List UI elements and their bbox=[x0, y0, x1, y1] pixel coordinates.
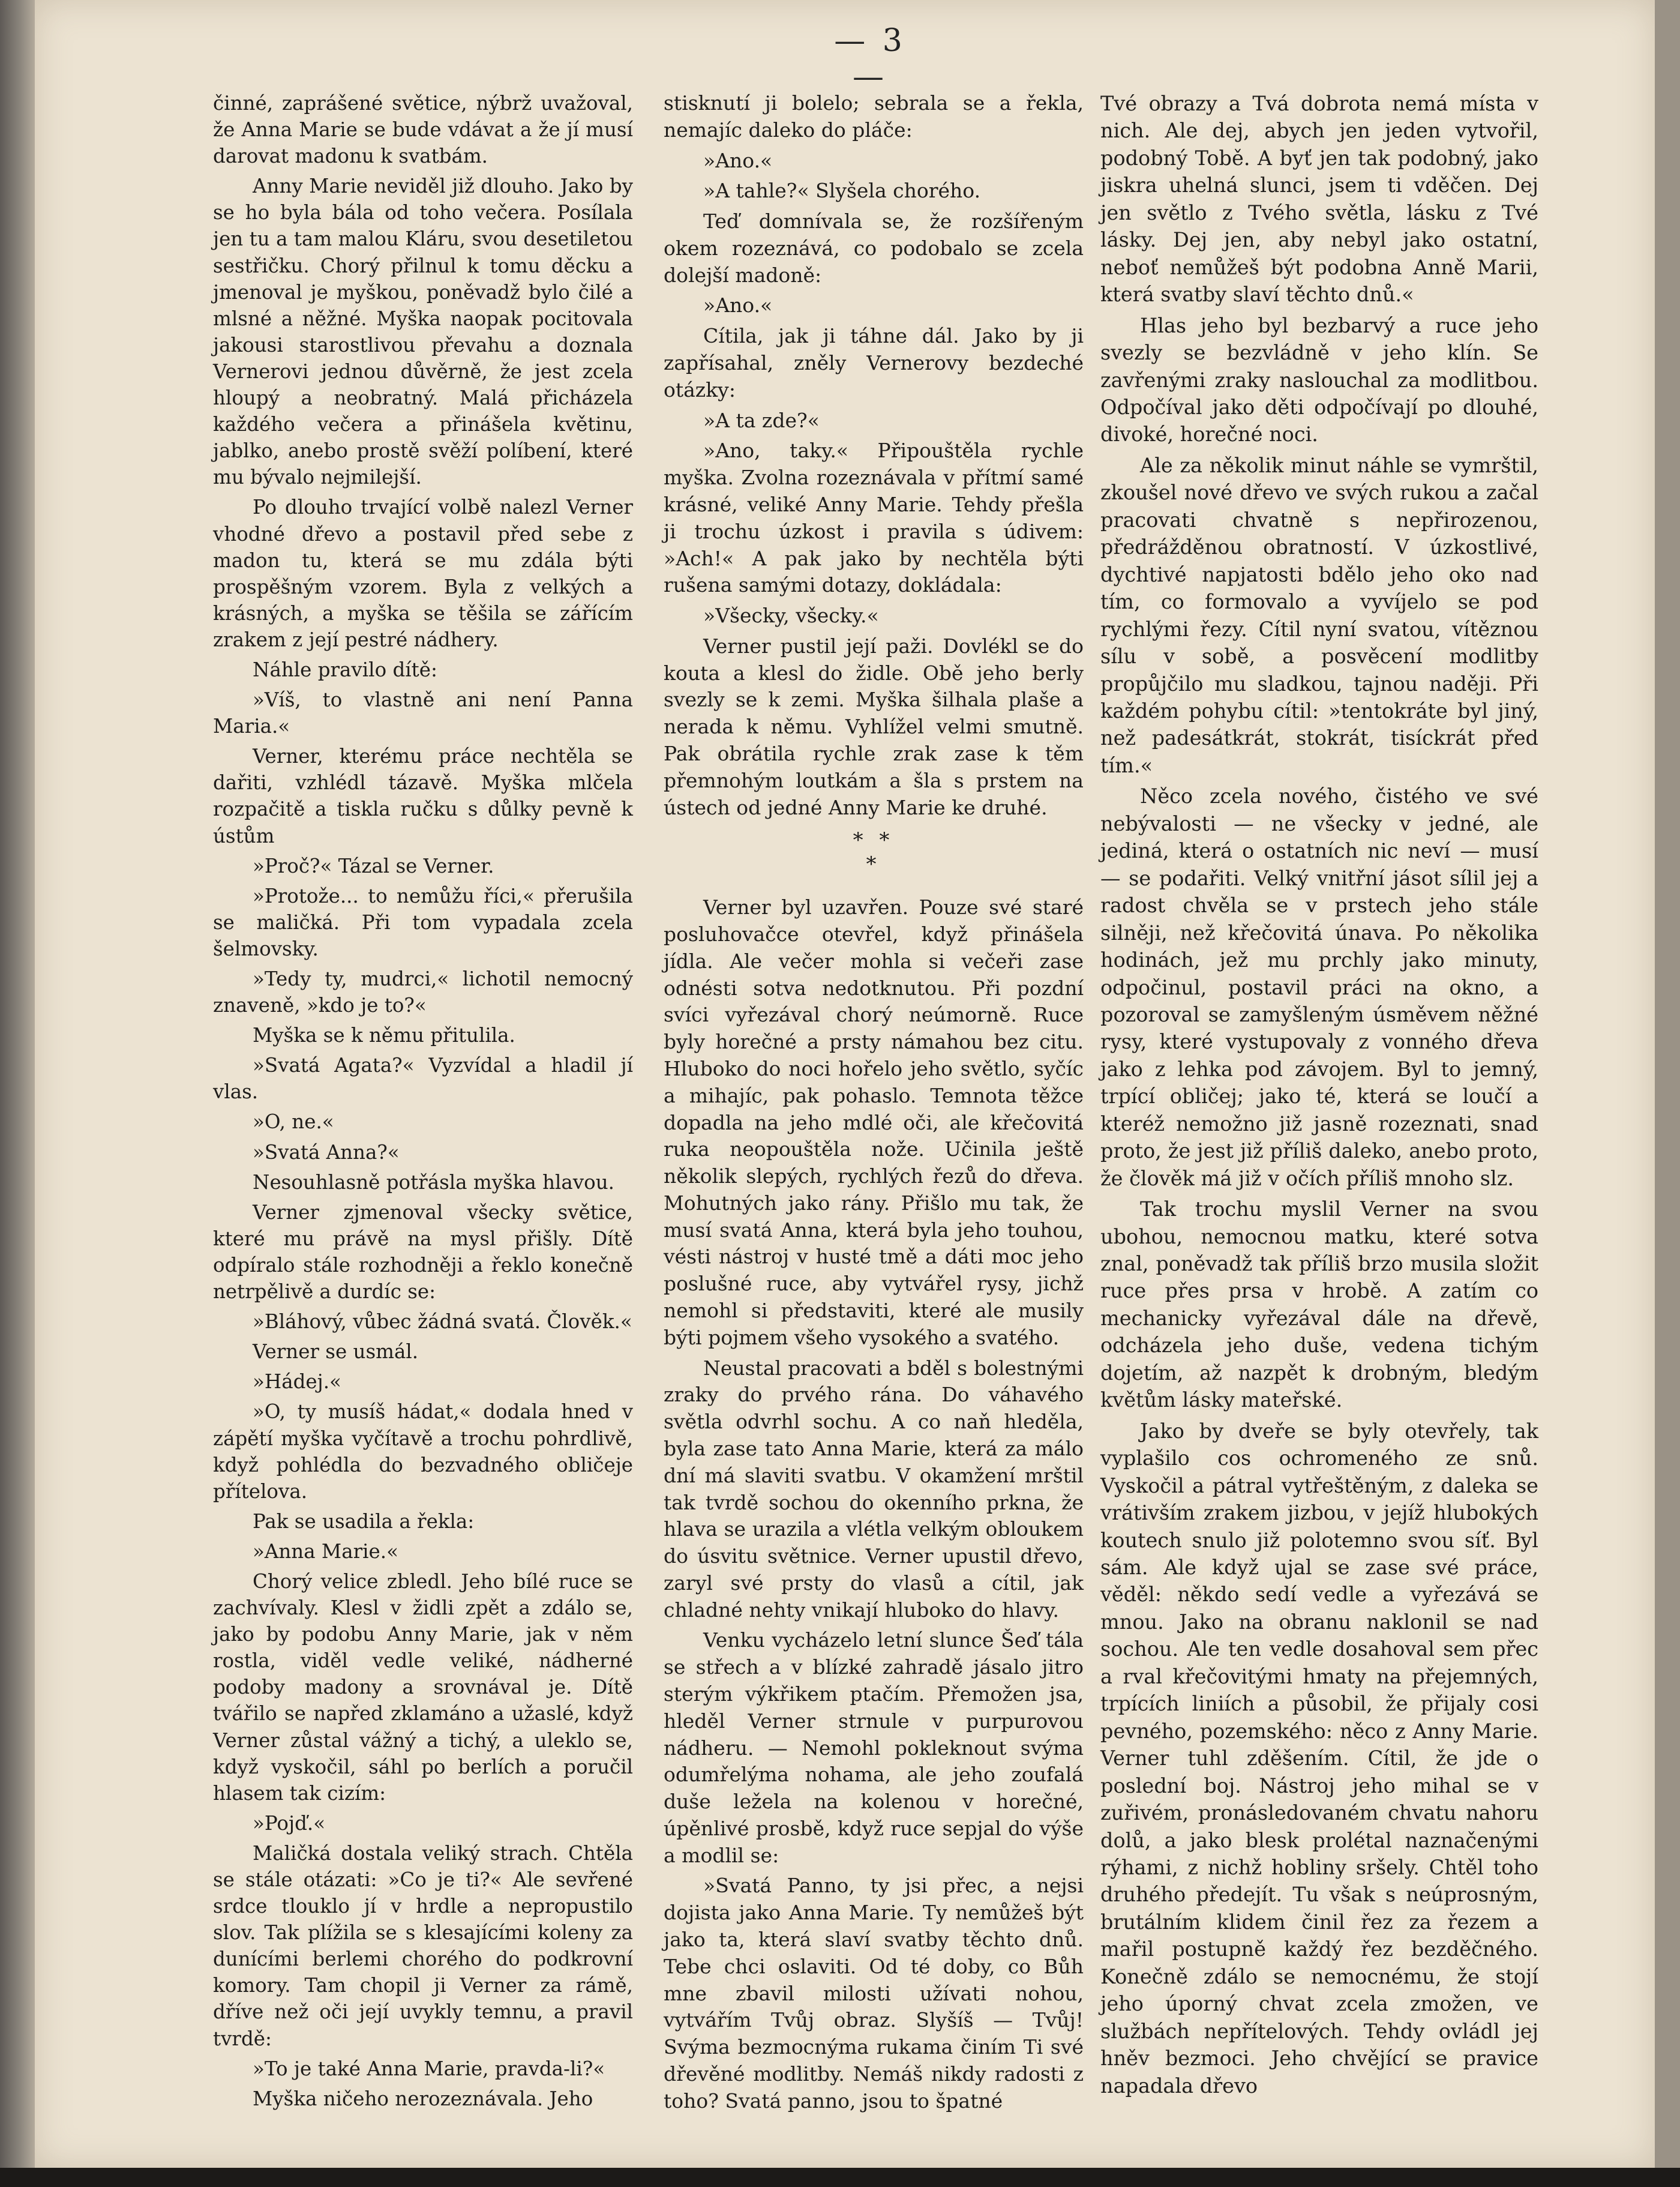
paragraph: »To je také Anna Marie, pravda-li?« bbox=[253, 2057, 605, 2080]
paragraph: Teď domnívala se, že rozšířeným okem rozeznává, co podobalo se zcela dolejší madoně: bbox=[664, 209, 1084, 287]
scan-bottom-edge bbox=[0, 2168, 1680, 2187]
paragraph: »A tahle?« Slyšela chorého. bbox=[703, 179, 981, 203]
paragraph: Tak trochu myslil Verner na svou ubohou, nemocnou matku, které sotva znal, poněvadž tak příliš brzo musila složit ruce přes prsa v hrobě. A zatím co mechanicky vyřezával dále na dřevě, odcházela jeho duše, vedena tichým dojetím, až nazpět k drobným, bledým květům lásky mateřské. bbox=[1100, 1197, 1538, 1412]
paragraph: »Ano.« bbox=[703, 293, 773, 317]
paragraph: Verner se usmál. bbox=[253, 1340, 419, 1364]
paragraph: »O, ty musíš hádat,« dodala hned v zápětí myška vyčítavě a trochu pohrdlivě, když pohlédla do bezvadného obličeje přítelova. bbox=[213, 1400, 633, 1503]
paragraph: Jako by dveře se byly otevřely, tak vyplašilo cos ochromeného ze snů. Vyskočil a pátral vytřeštěným, z daleka se vrátivším zrakem jizbou, v jejíž hlubokých koutech snulo již polotemno svou síť. Byl sám. Ale když ujal se zase své práce, věděl: někdo sedí vedle a vyřezává se mnou. Jako na obranu naklonil se nad sochou. Ale ten vedle dosahoval sem přec a rval křečovitými hmaty na přejemných, trpících liniích a působil, že přijaly cosi pevného, pozemského: něco z Anny Marie. Verner tuhl zděšením. Cítil, že jde o poslední boj. Nástroj jeho mihal se v zuřivém, pronásledovaném chvatu nahoru dolů, a jako blesk prolétal naznačenými rýhami, z nichž hobliny sršely. Chtěl toho druhého předejít. Tu však s neúprosným, brutálním klidem činil řez za řezem a mařil postupně každý řez bezděčného. Konečně zdálo se nemocnému, že stojí jeho úporný chvat zcela zmožen, ve službách nepřítelových. Tehdy ovládl jej hněv bezmoci. Jeho chvějící se pravice napadala dřevo bbox=[1100, 1419, 1538, 2098]
paragraph: »Anna Marie.« bbox=[253, 1539, 398, 1563]
paragraph: Verner pustil její paži. Dovlékl se do kouta a klesl do židle. Obě jeho berly svezly se k zemi. Myška šilhala plaše a nerada k němu. Vyhlížel velmi smutně. Pak obrátila rychle zrak zase k těm přemnohým loutkám a šla s prstem na ústech od jedné Anny Marie ke druhé. bbox=[664, 634, 1084, 819]
paragraph: Anny Marie neviděl již dlouho. Jako by se ho byla bála od toho večera. Posílala jen tu a tam malou Kláru, svou desetiletou sestřičku. Chorý přilnul k tomu děcku a jmenoval je myškou, poněvadž bylo čilé a mlsné a něžné. Myška naopak pocitovala jakousi starostlivou převahu a doznala Vernerovi jednou důvěrně, že jest zcela hloupý a neobratný. Malá přicházela každého večera a přinášela květinu, jablko, anebo prostě svěží políbení, které mu bývalo nejmilejší. bbox=[213, 175, 633, 489]
paragraph: Verner zjmenoval všecky světice, které mu právě na mysl přišly. Dítě odpíralo stále rozhodněji a řeklo konečně netrpělivě a durdíc se: bbox=[213, 1200, 633, 1304]
paragraph: »Tedy ty, mudrci,« lichotil nemocný znaveně, »kdo je to?« bbox=[213, 967, 633, 1017]
paragraph: »Pojď.« bbox=[253, 1811, 326, 1835]
paragraph: Něco zcela nového, čistého ve své nebývalosti — ne všecky v jedné, ale jediná, která o ostatních nic neví — musí — se podařiti. Velký vnitřní jásot sílil jej a radost chvěla se v prstech jeho stále silněji, než křečovitá únava. Po několika hodinách, jež mu prchly jako minuty, odpočinul, postavil práci na okno, a pozoroval se zamyšleným úsměvem něžné rysy, které vystupovaly z vonného dřeva jako z lehka pod závojem. Byl to jemný, trpící obličej; jako té, která se loučí a kteréž nemožno již jasně rozeznati, snad proto, že jest již příliš daleko, anebo proto, že člověk má již v očích příliš mnoho slz. bbox=[1100, 784, 1538, 1190]
text-column-left bbox=[213, 90, 633, 2116]
paragraph: Náhle pravilo dítě: bbox=[253, 658, 437, 681]
paragraph: »O, ne.« bbox=[253, 1110, 334, 1134]
paragraph: Venku vycházelo letní slunce Šeď tála se střech a v blízké zahradě jásalo jitro sterým výkřikem ptačím. Přemožen jsa, hleděl Verner strnule v purpurovou nádheru. — Nemohl pokleknout svýma odumřelýma nohama, ale jeho zoufalá duše ležela na kolenou v horečné, úpěnlivé prosbě, když ruce sepjal do výše a modlil se: bbox=[664, 1628, 1084, 1867]
paragraph: »Svatá Panno, ty jsi přec, a nejsi dojista jako Anna Marie. Ty nemůžeš být jako ta, která slaví svatby těchto dnů. Tebe chci oslaviti. Od té doby, co Bůh mne zbavil milosti užívati nohou, vytvářím Tvůj obraz. Slyšíš — Tvůj! Svýma bezmocnýma rukama činím Ti své dřevěné modlitby. Nemáš nikdy radosti z toho? Svatá panno, jsou to špatné bbox=[664, 1874, 1084, 2113]
paragraph: Ale za několik minut náhle se vymrštil, zkoušel nové dřevo ve svých rukou a začal pracovati chvatně s nepřirozenou, předrážděnou obratností. V úzkostlivé, dychtivé napjatosti bdělo jeho oko nad tím, co formovalo a vyvíjelo se pod rychlými řezy. Cítil nyní svatou, vítěznou sílu v sobě, a posvěcení modlitby propůjčilo mu sladkou, tajnou naději. Při každém pohybu cítil: »tentokráte byl jiný, než padesátkrát, stokrát, tisíckrát před tím.« bbox=[1100, 453, 1538, 777]
paragraph: Myška ničeho nerozeznávala. Jeho bbox=[253, 2087, 593, 2110]
text-column-middle bbox=[664, 90, 1084, 2118]
paragraph: »Hádej.« bbox=[253, 1370, 341, 1394]
paragraph: »A ta zde?« bbox=[703, 408, 820, 432]
paragraph: Chorý velice zbledl. Jeho bílé ruce se zachvívaly. Klesl v židli zpět a zdálo se, jako by podobu Anny Marie, jak v něm rostla, viděl vedle veliké, nádherné podoby madony a srovnával je. Dítě tvářilo se napřed zklamáno a užaslé, když Verner zůstal vážný a tichý, a uleklo se, když vyskočil, sáhl po berlích a poručil hlasem tak cizím: bbox=[213, 1569, 633, 1805]
paragraph: Hlas jeho byl bezbarvý a ruce jeho svezly se bezvládně v jeho klín. Se zavřenými zraky naslouchal za modlitbou. Odpočíval jako děti odpočívají po dlouhé, divoké, horečné noci. bbox=[1100, 313, 1538, 447]
text-column-right bbox=[1100, 90, 1538, 2103]
paragraph: činné, zaprášené světice, nýbrž uvažoval, že Anna Marie se bude vdávat a že jí musí darovat madonu k svatbám. bbox=[213, 92, 633, 168]
paragraph: »Proč?« Tázal se Verner. bbox=[253, 854, 494, 877]
paragraph: Po dlouho trvající volbě nalezl Verner vhodné dřevo a postavil před sebe z madon tu, která se mu zdála býti prospěšným vzorem. Byla z velkých a krásných, a myška se těšila se zářícím zrakem z její pestré nádhery. bbox=[213, 496, 633, 651]
paragraph: »Protože... to nemůžu říci,« přerušila se maličká. Při tom vypadala zcela šelmovsky. bbox=[213, 884, 633, 960]
paragraph: Nesouhlasně potřásla myška hlavou. bbox=[253, 1170, 614, 1194]
paragraph: Neustal pracovati a bděl s bolestnými zraky do prvého rána. Do váhavého světla odvrhl sochu. A co naň hleděla, byla zase tato Anna Marie, která za málo dní má slaviti svatbu. V okamžení mrštil tak tvrdě sochou do okenního prkna, že hlava se urazila a vlétla velkým obloukem do úsvitu světnice. Verner upustil dřevo, zaryl své prsty do vlasů a cítil, jak chladné nehty vnikají hluboko do hlavy. bbox=[664, 1356, 1084, 1622]
paragraph: stisknutí ji bolelo; sebrala se a řekla, nemajíc daleko do pláče: bbox=[664, 91, 1084, 142]
paragraph: »Všecky, všecky.« bbox=[703, 604, 879, 628]
paragraph: »Svatá Agata?« Vyzvídal a hladil jí vlas. bbox=[213, 1054, 633, 1104]
paragraph: »Bláhový, vůbec žádná svatá. Člověk.« bbox=[253, 1310, 632, 1334]
separator-stars-top: * * bbox=[853, 828, 895, 853]
paragraph: Tvé obrazy a Tvá dobrota nemá místa v nich. Ale dej, abych jen jeden vytvořil, podobný Tobě. A byť jen tak podobný, jako jiskra uhelná slunci, jsem ti vděčen. Dej jen světlo z Tvého světla, lásku z Tvé lásky. Dej jen, aby nebyl jako ostatní, neboť nemůžeš být podobna Anně Marii, která svatby slaví těchto dnů.« bbox=[1100, 92, 1538, 307]
paragraph: Cítila, jak ji táhne dál. Jako by ji zapřísahal, zněly Vernerovy bezdeché otázky: bbox=[664, 324, 1084, 402]
paragraph: »Ano, taky.« Připouštěla rychle myška. Zvolna rozeznávala v přítmí samé krásné, veliké Anny Marie. Tehdy přešla ji trochu úzkost i pravila s údivem: »Ach!« A pak jako by nechtěla býti rušena samými dotazy, dokládala: bbox=[664, 439, 1084, 597]
paragraph: Verner byl uzavřen. Pouze své staré posluhovačce otevřel, když přinášela jídla. Ale večer mohla si večeři zase odnésti sotva nedotknutou. Při pozdní svíci vyřezával chorý neúmorně. Ruce byly horečné a prsty námahou bez citu. Hluboko do noci hořelo jeho světlo, syčíc a mihajíc, pak pohaslo. Temnota těžce dopadla na jeho mdlé oči, ale křečovitá ruka neopouštěla nože. Učinila ještě několik slepých, rychlých řezů do dřeva. Mohutných jako rány. Přišlo mu tak, že musí svatá Anna, která byla jeho touhou, vésti nástroj v husté tmě a dáti moc jeho poslušné ruce, aby vytvářel rysy, jichž nemohl si představiti, které ale musily býti pojmem všeho vysokého a svatého. bbox=[664, 895, 1084, 1349]
paragraph: Maličká dostala veliký strach. Chtěla se stále otázati: »Co je ti?« Ale sevřené srdce tlouklo jí v hrdle a nepropustilo slov. Tak plížila se s klesajícími koleny za dunícími berlemi chorého do podkrovní komory. Tam chopil ji Verner za rámě, dříve než oči její uvykly temnu, a pravil tvrdě: bbox=[213, 1841, 633, 2050]
paragraph: »Víš, to vlastně ani není Panna Maria.« bbox=[213, 688, 633, 738]
paragraph: Verner, kterému práce nechtěla se dařiti, vzhlédl tázavě. Myška mlčela rozpačitě a tiskla ručku s důlky pevně k ústům bbox=[213, 745, 633, 847]
paragraph: Myška se k němu přitulila. bbox=[253, 1024, 515, 1047]
section-separator bbox=[664, 828, 1084, 876]
paragraph: Pak se usadila a řekla: bbox=[253, 1509, 475, 1533]
paragraph: »Svatá Anna?« bbox=[253, 1140, 400, 1164]
separator-star-bottom: * bbox=[866, 852, 881, 877]
page-number: — 3 — bbox=[834, 23, 906, 95]
book-spine-edge bbox=[0, 0, 35, 2187]
paragraph: »Ano.« bbox=[703, 148, 773, 172]
